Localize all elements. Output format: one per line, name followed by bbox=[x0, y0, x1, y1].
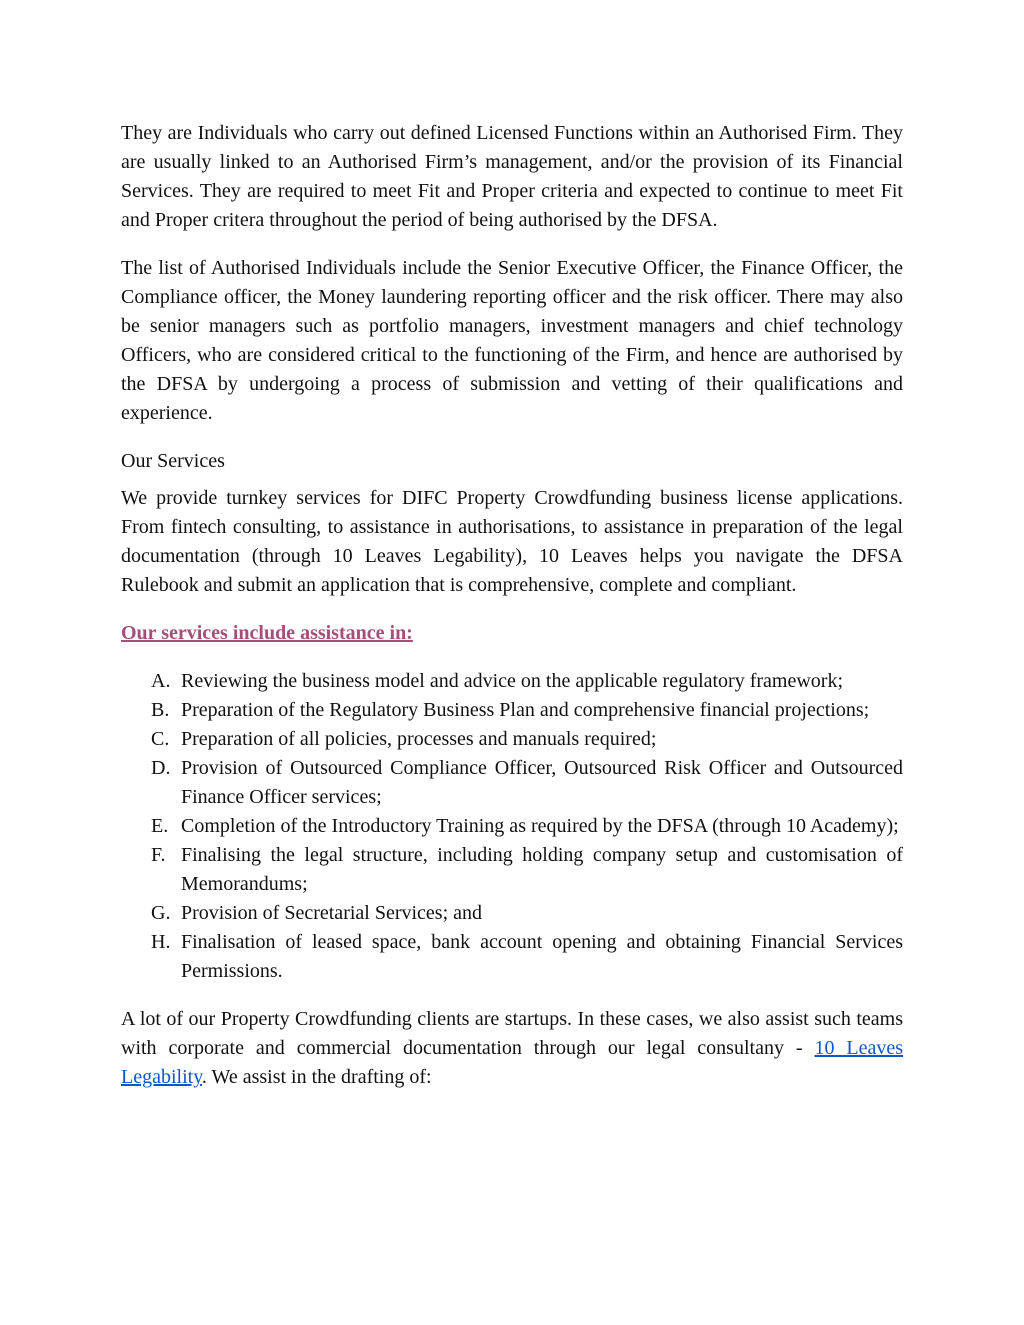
list-marker: B. bbox=[151, 699, 170, 721]
list-item-text: Preparation of all policies, processes and manuals required; bbox=[181, 728, 657, 750]
list-item-text: Finalising the legal structure, including holding company setup and customisation of Memorandums; bbox=[181, 844, 903, 895]
list-marker: E. bbox=[151, 815, 169, 837]
document-page bbox=[121, 119, 903, 1092]
list-marker: D. bbox=[151, 757, 171, 779]
list-item-text: Provision of Secretarial Services; and bbox=[181, 902, 483, 924]
list-item-text: Finalisation of leased space, bank account opening and obtaining Financial Services Permissions. bbox=[181, 931, 903, 982]
list-item bbox=[121, 696, 903, 725]
list-marker: G. bbox=[151, 902, 171, 924]
list-item bbox=[121, 754, 903, 812]
services-list bbox=[121, 667, 903, 986]
list-item-text: Reviewing the business model and advice on the applicable regulatory framework; bbox=[181, 670, 844, 692]
list-marker: C. bbox=[151, 728, 170, 750]
list-item-text: Completion of the Introductory Training as required by the DFSA (through 10 Academy); bbox=[181, 815, 899, 837]
paragraph-authorised-individuals-list: The list of Authorised Individuals include the Senior Executive Officer, the Finance Officer, the Compliance officer, the Money laundering reporting officer and the risk officer. There may also be senior managers such as portfolio managers, investment managers and chief technology Officers, who are considered critical to the functioning of the Firm, and hence are authorised by the DFSA by undergoing a process of submission and vetting of their qualifications and experience. bbox=[121, 257, 903, 424]
paragraph-startups-tail: . We assist in the drafting of: bbox=[201, 1066, 432, 1088]
list-marker: A. bbox=[151, 670, 171, 692]
legability-link[interactable]: 10 Leaves Legability bbox=[121, 1037, 904, 1088]
list-item bbox=[121, 812, 903, 841]
list-item bbox=[121, 725, 903, 754]
list-item bbox=[121, 928, 903, 986]
paragraph-turnkey-services: We provide turnkey services for DIFC Property Crowdfunding business license applications. From fintech consulting, to assistance in authorisations, to assistance in preparation of the legal documentation (through 10 Leaves Legability), 10 Leaves helps you navigate the DFSA Rulebook and submit an application that is comprehensive, complete and compliant. bbox=[121, 487, 903, 596]
paragraph-startups bbox=[121, 1005, 903, 1092]
services-include-heading: Our services include assistance in: bbox=[121, 622, 413, 644]
our-services-heading: Our Services bbox=[121, 450, 225, 472]
services-include-heading-wrapper bbox=[121, 619, 903, 667]
paragraph-startups-text: A lot of our Property Crowdfunding clients are startups. In these cases, we also assist such teams with corporate and commercial documentation through our legal consultany - bbox=[121, 1008, 903, 1059]
list-item-text: Preparation of the Regulatory Business Plan and comprehensive financial projections; bbox=[181, 699, 870, 721]
list-marker: F. bbox=[151, 844, 166, 866]
list-item-text: Provision of Outsourced Compliance Officer, Outsourced Risk Officer and Outsourced Finance Officer services; bbox=[181, 757, 903, 808]
list-marker: H. bbox=[151, 931, 171, 953]
list-item bbox=[121, 841, 903, 899]
list-item bbox=[121, 667, 903, 696]
list-item bbox=[121, 899, 903, 928]
paragraph-authorised-individuals-intro: They are Individuals who carry out defined Licensed Functions within an Authorised Firm. They are usually linked to an Authorised Firm’s management, and/or the provision of its Financial Services. They are required to meet Fit and Proper criteria and expected to continue to meet Fit and Proper critera throughout the period of being authorised by the DFSA. bbox=[121, 122, 903, 231]
